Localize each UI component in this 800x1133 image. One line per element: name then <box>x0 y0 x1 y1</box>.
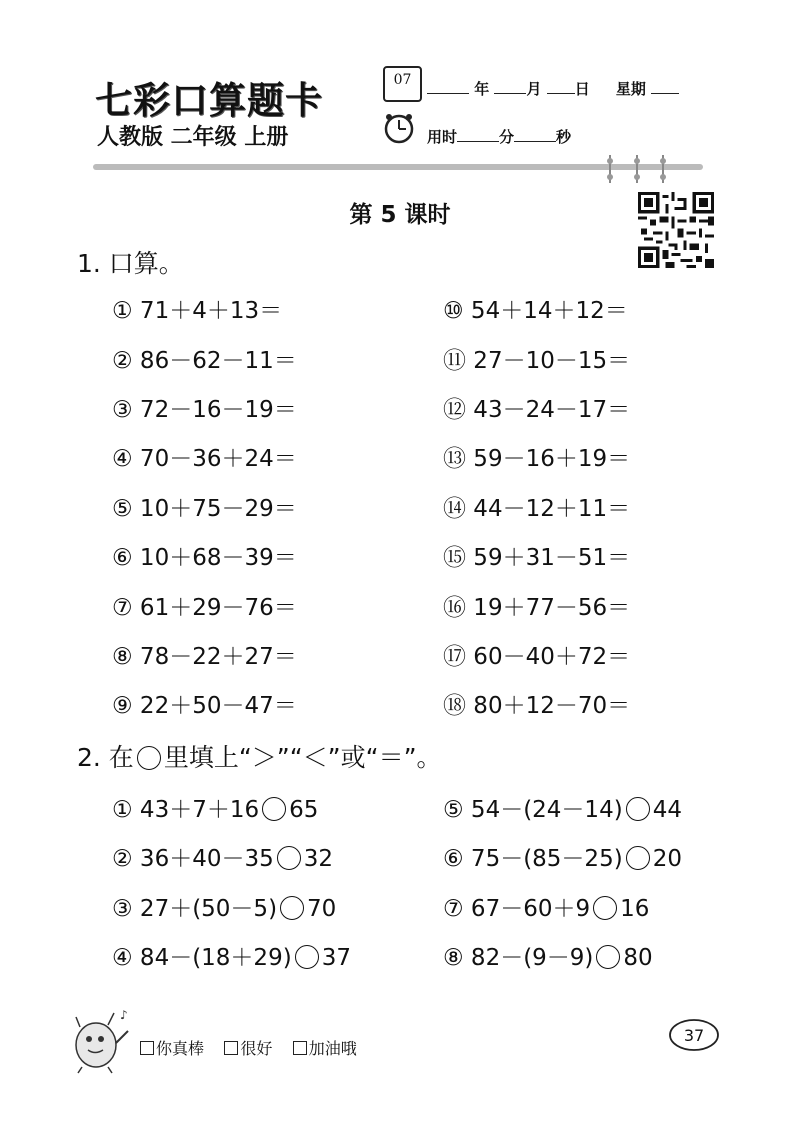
q2-problem-7 <box>443 890 649 923</box>
q1-problem-13: ⑬ 59－16＋19＝ <box>443 446 631 472</box>
q2-heading <box>77 738 442 774</box>
time-line <box>427 126 571 147</box>
calendar-icon <box>383 66 422 102</box>
q2-heading-suffix: 里填上“＞”“＜”或“＝”。 <box>163 743 442 772</box>
q1-problem-12: ⑫ 43－24－17＝ <box>443 397 631 423</box>
rating-checkbox-2[interactable] <box>224 1041 238 1055</box>
rating-checkbox-1[interactable] <box>140 1041 154 1055</box>
seconds-blank[interactable] <box>514 127 556 142</box>
q1-problem-9: ⑨ 22＋50－47＝ <box>112 693 297 719</box>
mascot-illustration <box>68 1005 134 1075</box>
q2-problem-4 <box>112 939 351 972</box>
weekday-blank[interactable] <box>651 79 679 94</box>
q1-problem-16: ⑯ 19＋77－56＝ <box>443 595 631 621</box>
q2-answer-circle-7[interactable] <box>593 896 617 920</box>
svg-text:♪: ♪ <box>120 1008 128 1022</box>
q2-answer-circle-3[interactable] <box>280 896 304 920</box>
q1-problem-7: ⑦ 61＋29－76＝ <box>112 595 297 621</box>
q1-problem-1: ① 71＋4＋13＝ <box>112 298 283 324</box>
q2-problem-6-rhs: 20 <box>652 846 682 872</box>
seconds-label: 秒 <box>556 128 572 146</box>
time-used-label: 用时 <box>427 128 458 146</box>
year-label: 年 <box>474 80 490 98</box>
q1-problem-10: ⑩ 54＋14＋12＝ <box>443 298 628 324</box>
month-label: 月 <box>526 80 542 98</box>
q2-problem-1-rhs: 65 <box>289 797 319 823</box>
brand-logo: 七彩口算题卡 <box>95 79 323 122</box>
q1-problem-2: ② 86－62－11＝ <box>112 348 297 374</box>
q1-problem-3: ③ 72－16－19＝ <box>112 397 297 423</box>
q2-answer-circle-5[interactable] <box>626 797 650 821</box>
q2-problem-7-rhs: 16 <box>620 896 650 922</box>
q2-answer-circle-1[interactable] <box>262 797 286 821</box>
q1-problem-14: ⑭ 44－12＋11＝ <box>443 496 631 522</box>
q2-problem-8-lhs: ⑧ 82－(9－9) <box>443 945 594 971</box>
day-label: 日 <box>574 80 590 98</box>
q2-problem-3-lhs: ③ 27＋(50－5) <box>112 896 278 922</box>
q2-problem-4-lhs: ④ 84－(18＋29) <box>112 945 292 971</box>
q2-problem-5-rhs: 44 <box>652 797 682 823</box>
q2-problem-7-lhs: ⑦ 67－60＋9 <box>443 896 591 922</box>
q2-problem-5 <box>443 791 682 824</box>
calendar-day: 07 <box>393 72 412 88</box>
minutes-blank[interactable] <box>457 127 499 142</box>
day-blank[interactable] <box>547 79 575 94</box>
q2-problem-3 <box>112 890 336 923</box>
q1-problem-15: ⑮ 59＋31－51＝ <box>443 545 631 571</box>
q2-answer-circle-8[interactable] <box>596 945 620 969</box>
q2-answer-circle-6[interactable] <box>626 846 650 870</box>
month-blank[interactable] <box>494 79 526 94</box>
qr-code[interactable] <box>638 192 714 268</box>
q2-problem-6-lhs: ⑥ 75－(85－25) <box>443 846 623 872</box>
q1-problem-4: ④ 70－36＋24＝ <box>112 446 297 472</box>
rating-label-3: 加油哦 <box>308 1039 357 1058</box>
q2-problem-5-lhs: ⑤ 54－(24－14) <box>443 797 623 823</box>
year-blank[interactable] <box>427 79 469 94</box>
q2-problem-2 <box>112 840 333 873</box>
clock-icon <box>383 112 415 144</box>
q1-problem-11: ⑪ 27－10－15＝ <box>443 348 631 374</box>
q1-problem-18: ⑱ 80＋12－70＝ <box>443 693 631 719</box>
edition-label: 人教版 二年级 上册 <box>97 125 289 150</box>
rating-checkbox-3[interactable] <box>293 1041 307 1055</box>
q2-answer-circle-2[interactable] <box>277 846 301 870</box>
q2-answer-circle-4[interactable] <box>295 945 319 969</box>
q1-problem-17: ⑰ 60－40＋72＝ <box>443 644 631 670</box>
minutes-label: 分 <box>499 128 515 146</box>
q2-problem-2-rhs: 32 <box>303 846 334 872</box>
q1-problem-5: ⑤ 10＋75－29＝ <box>112 496 297 522</box>
date-line <box>427 78 679 99</box>
lesson-title: 第 5 课时 <box>349 202 451 228</box>
q2-problem-1-lhs: ① 43＋7＋16 <box>112 797 260 823</box>
q1-heading: 1. 口算。 <box>77 249 184 278</box>
q2-problem-4-rhs: 37 <box>321 945 351 971</box>
rating-label-2: 很好 <box>240 1039 273 1058</box>
q2-problem-6 <box>443 840 682 873</box>
q2-problem-2-lhs: ② 36＋40－35 <box>112 846 274 872</box>
page-number: 37 <box>683 1026 705 1045</box>
q2-problem-8 <box>443 939 653 972</box>
q1-problem-6: ⑥ 10＋68－39＝ <box>112 545 297 571</box>
q2-heading-prefix: 2. 在 <box>77 743 134 772</box>
self-rating <box>140 1036 357 1059</box>
beads-decoration <box>605 155 669 185</box>
q2-problem-1 <box>112 791 318 824</box>
weekday-label: 星期 <box>615 80 646 98</box>
rating-label-1: 你真棒 <box>156 1039 205 1058</box>
q2-problem-3-rhs: 70 <box>307 896 337 922</box>
q1-problem-8: ⑧ 78－22＋27＝ <box>112 644 297 670</box>
compare-circle-example <box>137 746 161 770</box>
q2-problem-8-rhs: 80 <box>623 945 653 971</box>
